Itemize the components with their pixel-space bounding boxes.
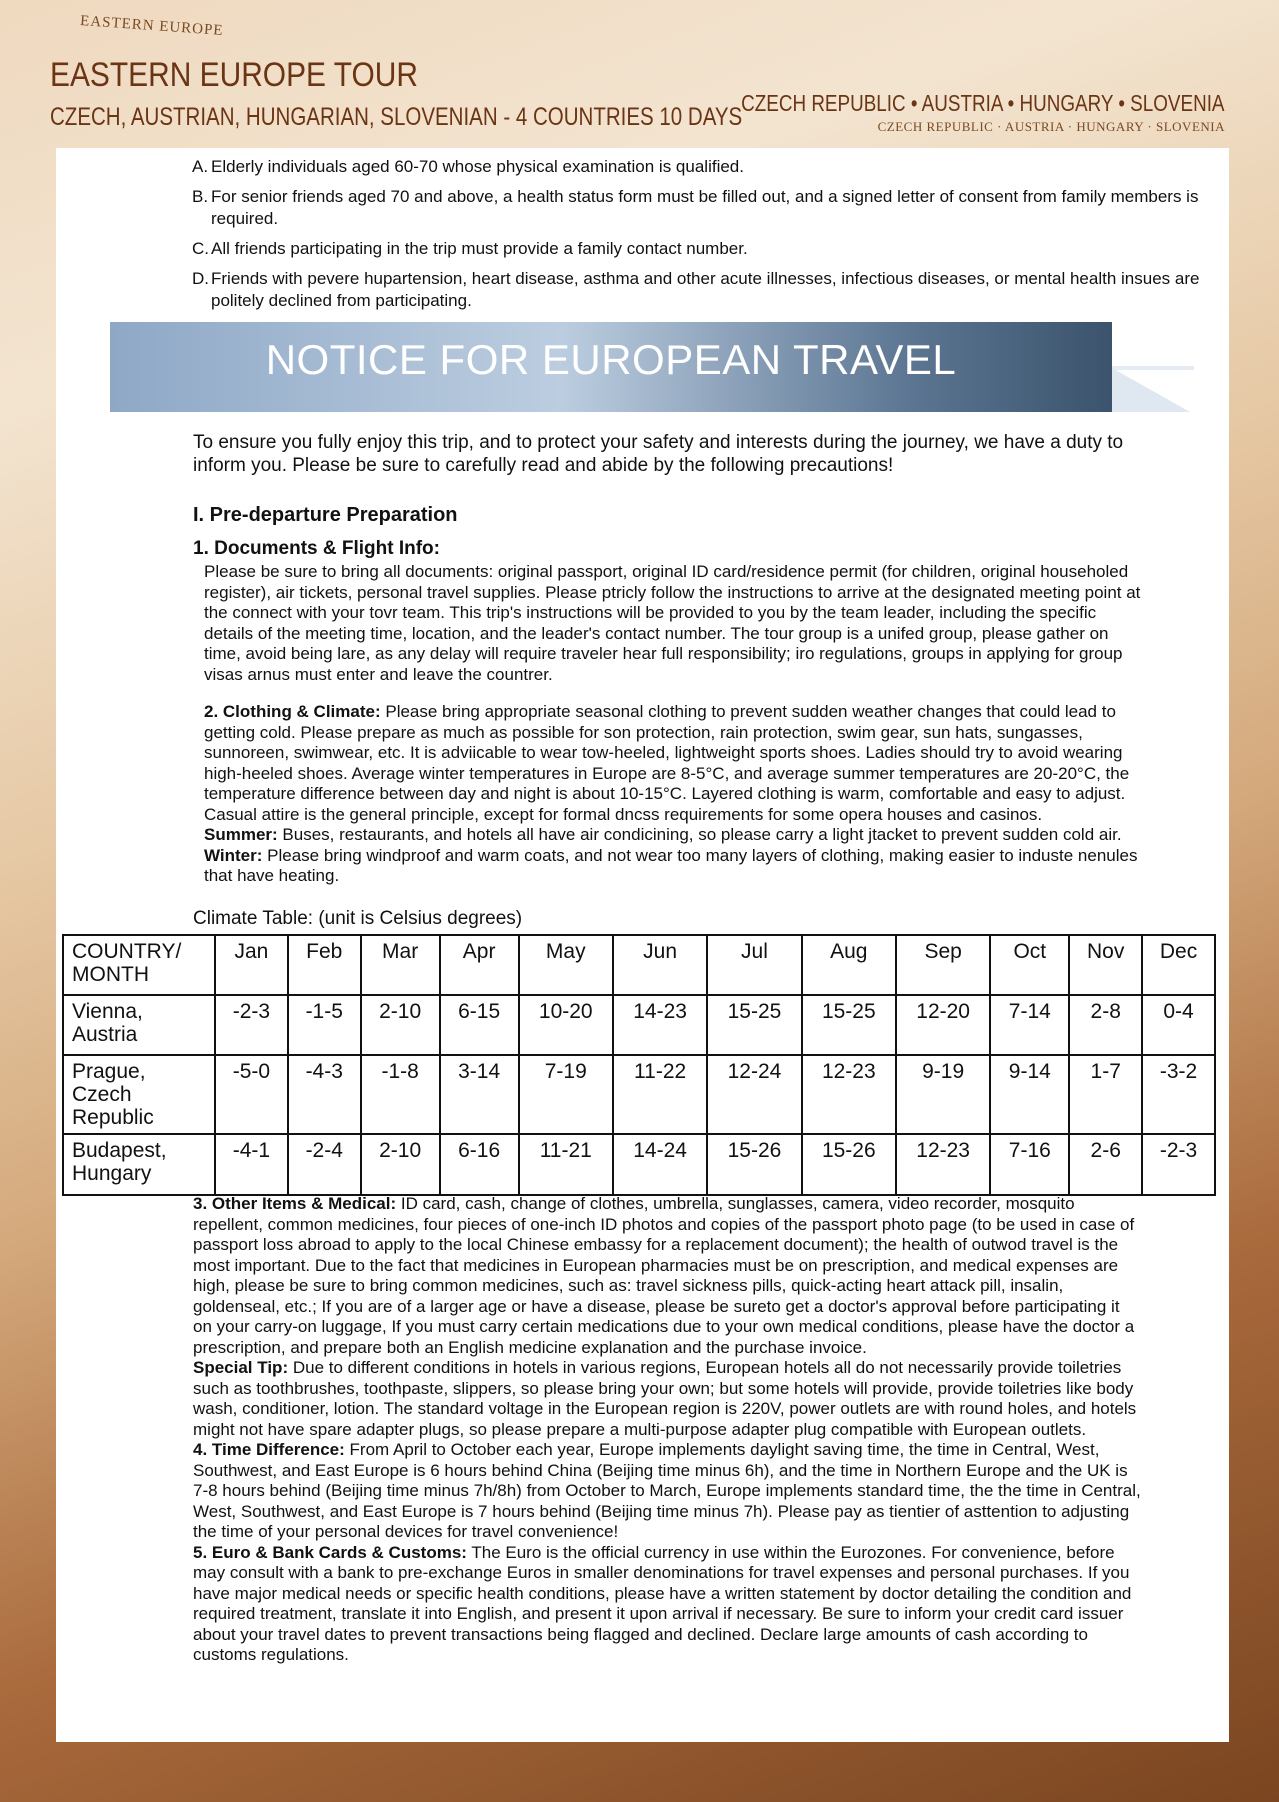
month-header: Jul — [707, 935, 801, 995]
notice-banner — [110, 322, 1112, 412]
temp-cell: -2-4 — [288, 1134, 361, 1195]
temp-cell: 12-23 — [802, 1055, 896, 1134]
temp-cell: 2-10 — [361, 1134, 440, 1195]
list-item — [192, 238, 1212, 260]
page-header — [0, 0, 1279, 150]
section-heading: I. Pre-departure Preparation — [193, 504, 458, 526]
month-header: Oct — [990, 935, 1069, 995]
temp-cell: 7-16 — [990, 1134, 1069, 1195]
temp-cell: 12-20 — [896, 995, 990, 1055]
temp-cell: 6-15 — [440, 995, 519, 1055]
header-arc-label: EASTERN EUROPE — [79, 13, 225, 39]
temp-cell: -4-3 — [288, 1055, 361, 1134]
climate-table — [62, 934, 1216, 1196]
list-item-letter: B. — [192, 187, 209, 206]
month-header: Jun — [613, 935, 707, 995]
temp-cell: 1-7 — [1069, 1055, 1142, 1134]
temp-cell: 12-23 — [896, 1134, 990, 1195]
temp-cell: -1-5 — [288, 995, 361, 1055]
medical-heading: 3. Other Items & Medical: — [193, 1194, 397, 1213]
intro-paragraph: To ensure you fully enjoy this trip, and to protect your safety and interests during the journey, we have a duty to inform you. Please be sure to carefully read and abide by the following precautions! — [193, 432, 1124, 476]
notice-banner-title: NOTICE FOR EUROPEAN TRAVEL — [265, 336, 957, 383]
summer-label: Summer: — [204, 825, 278, 844]
page-subtitle: CZECH, AUSTRIAN, HUNGARIAN, SLOVENIAN - 4 COUNTRIES 10 DAYS — [50, 103, 743, 131]
city-cell: Vienna, Austria — [63, 995, 215, 1055]
temp-cell: 7-19 — [519, 1055, 613, 1134]
page-title: EASTERN EUROPE TOUR — [50, 56, 418, 94]
summer-body: Buses, restaurants, and hotels all have air condicining, so please carry a light jtacket to prevent sudden cold air. — [282, 825, 1122, 844]
temp-cell: 12-24 — [707, 1055, 801, 1134]
month-header: Mar — [361, 935, 440, 995]
temp-cell: -2-3 — [1142, 1134, 1215, 1195]
temp-cell: -5-0 — [215, 1055, 288, 1134]
table-header-cell: COUNTRY/ MONTH — [63, 935, 215, 995]
documents-heading: 1. Documents & Flight Info: — [193, 538, 440, 559]
temp-cell: 9-19 — [896, 1055, 990, 1134]
medical-body: ID card, cash, change of clothes, umbrella, sunglasses, camera, video recorder, mosquito repellent, common medicines, four pieces of one-inch ID photos and copies of the passport photo page (to be used in case of passport loss abroad to apply to the local Chinese embassy for a replacement document); the health of outwod travel is the most important. Due to the fact that medicines in European pharmacies must be on prescription, and medical expenses are high, please be sure to bring common medicines, such as: travel sickness pills, quick-acting heart attack pill, insalin, goldenseal, etc.; If you are of a larger age or have a disease, please be sureto get a doctor's approval before participating it on your carry-on luggage, If you must carry certain medications due to your own medical conditions, please have the doctor a prescription, and prepare both an English medicine explanation and the purchase invoice. — [193, 1194, 1135, 1357]
temp-cell: 14-23 — [613, 995, 707, 1055]
temp-cell: -2-3 — [215, 995, 288, 1055]
additional-notes — [193, 1194, 1143, 1666]
table-row — [63, 995, 1215, 1055]
winter-body: Please bring windproof and warm coats, and not wear too many layers of clothing, making easier to induste nenules that have heating. — [204, 845, 1138, 885]
temp-cell: 7-14 — [990, 995, 1069, 1055]
list-item-letter: D. — [192, 269, 209, 288]
temp-cell: 15-26 — [802, 1134, 896, 1195]
list-item-text: All friends participating in the trip must provide a family contact number. — [211, 239, 748, 258]
requirements-list — [192, 156, 1212, 320]
temp-cell: -4-1 — [215, 1134, 288, 1195]
climate-caption: Climate Table: (unit is Celsius degrees) — [193, 908, 523, 929]
euro-body: The Euro is the official currency in use within the Eurozones. For convenience, before may consult with a bank to pre-exchange Euros in smaller denominations for travel expenses and personal purchases. If you have major medical needs or specific health conditions, please have a written statement by doctor detailing the condition and required treatment, translate it into English, and present it upon arrival if necessary. Be sure to inform your credit card issuer about your travel dates to prevent transactions being flagged and declined. Declare large amounts of cash according to customs regulations. — [193, 1542, 1132, 1664]
time-body: From April to October each year, Europe implements daylight saving time, the time in Central, West, Southwest, and East Europe is 6 hours behind China (Beijing time minus 6h), and the time in Northern Europe and the UK is 7-8 hours behind (Beijing time minus 7h/8h) from October to March, Europe implements standard time, the the time in Central, West, Southwest, and East Europe is 7 hours behind (Beijing time minus 7h). Please pay as tientier of asttention to adjusting the time of your personal devices for travel convenience! — [193, 1440, 1141, 1541]
countries-sublabel: CZECH REPUBLIC · AUSTRIA · HUNGARY · SLOVENIA — [877, 119, 1225, 134]
temp-cell: -3-2 — [1142, 1055, 1215, 1134]
winter-label: Winter: — [204, 845, 263, 865]
month-header: Dec — [1142, 935, 1215, 995]
temp-cell: 15-26 — [707, 1134, 801, 1195]
month-header: Jan — [215, 935, 288, 995]
list-item — [192, 268, 1212, 312]
temp-cell: 15-25 — [707, 995, 801, 1055]
month-header: Sep — [896, 935, 990, 995]
temp-cell: 14-24 — [613, 1134, 707, 1195]
euro-heading: 5. Euro & Bank Cards & Customs: — [193, 1542, 467, 1562]
clothing-block — [204, 702, 1142, 887]
list-item-text: For senior friends aged 70 and above, a health status form must be filled out, and a signed letter of consent from family members is required. — [211, 187, 1199, 228]
table-row — [63, 1055, 1215, 1134]
list-item-letter: C. — [192, 239, 209, 258]
temp-cell: 11-21 — [519, 1134, 613, 1195]
list-item-letter: A. — [192, 157, 209, 176]
temp-cell: 10-20 — [519, 995, 613, 1055]
temp-cell: 15-25 — [802, 995, 896, 1055]
list-item — [192, 186, 1212, 230]
temp-cell: 2-6 — [1069, 1134, 1142, 1195]
temp-cell: 9-14 — [990, 1055, 1069, 1134]
temp-cell: 6-16 — [440, 1134, 519, 1195]
tip-heading: Special Tip: — [193, 1358, 289, 1377]
content-panel — [56, 148, 1229, 1742]
list-item-text: Elderly individuals aged 60-70 whose physical examination is qualified. — [211, 157, 744, 176]
month-header: Feb — [288, 935, 361, 995]
temp-cell: 11-22 — [613, 1055, 707, 1134]
temp-cell: 0-4 — [1142, 995, 1215, 1055]
tip-body: Due to different conditions in hotels in various regions, European hotels all do not necessarily provide toiletries such as toothbrushes, toothpaste, slippers, so please bring your own; but some hotels will provide, provide toiletries like body wash, conditioner, lotion. The standard voltage in the European region is 220V, power outlets are with round holes, and hotels might not have spare adapter plugs, so please prepare a multi-purpose adapter plug compatible with European outlets. — [193, 1358, 1137, 1439]
city-cell: Prague, Czech Republic — [63, 1055, 215, 1134]
clothing-heading: 2. Clothing & Climate: — [204, 702, 381, 721]
temp-cell: 3-14 — [440, 1055, 519, 1134]
time-heading: 4. Time Difference: — [193, 1440, 345, 1459]
temp-cell: 2-8 — [1069, 995, 1142, 1055]
list-item — [192, 156, 1212, 178]
clothing-body: Please bring appropriate seasonal clothing to prevent sudden weather changes that could lead to getting cold. Please prepare as much as possible for son protection, rain protection, swim gear, sun hats, sungasses, sunnoreen, swimwear, etc. It is adviicable to wear tow-heeled, lightweight sports shoes. Ladies should try to avoid wearing high-heeled shoes. Average winter temperatures in Europe are 8-5°C, and average summer temperatures are 20-20°C, the temperature difference between day and night is about 10-15°C. Layered clothing is warm, comfortable and easy to adjust. Casual attire is the general principle, except for formal dncss requirements for some opera houses and casinos. — [204, 702, 1130, 824]
countries-label: CZECH REPUBLIC • AUSTRIA • HUNGARY • SLOVENIA — [741, 90, 1225, 116]
month-header: Aug — [802, 935, 896, 995]
city-cell: Budapest, Hungary — [63, 1134, 215, 1195]
month-header: May — [519, 935, 613, 995]
table-header-row — [63, 935, 1215, 995]
temp-cell: 2-10 — [361, 995, 440, 1055]
temp-cell: -1-8 — [361, 1055, 440, 1134]
table-row — [63, 1134, 1215, 1195]
month-header: Nov — [1069, 935, 1142, 995]
list-item-text: Friends with pevere hupartension, heart disease, asthma and other acute illnesses, infectious diseases, or mental health insues are politely declined from participating. — [211, 269, 1200, 310]
banner-tail-shape — [1112, 368, 1190, 412]
month-header: Apr — [440, 935, 519, 995]
documents-body: Please be sure to bring all documents: original passport, original ID card/residence permit (for children, original householed register), air tickets, personal travel supplies. Please ptricly follow the instructions to arrive at the designated meeting point at the connect with your tovr team. This trip's instructions will be provided to you by the team leader, including the specific details of the meeting time, location, and the leader's contact number. The tour group is a unifed group, please gather on time, avoid being lare, as any delay will require traveler hear full responsibility; iro regulations, groups in applying for group visas arnus must enter and leave the countrer. — [204, 562, 1141, 684]
